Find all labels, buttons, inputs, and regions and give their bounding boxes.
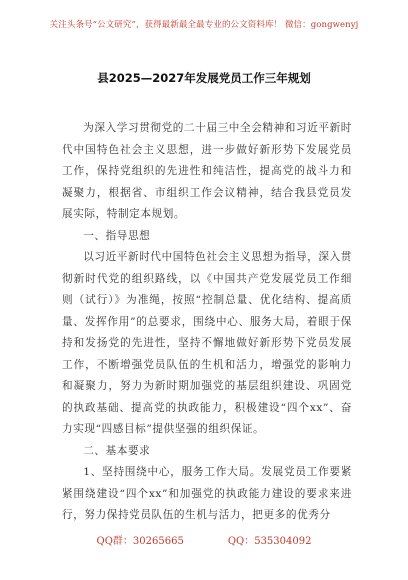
section-heading-basic-requirements: 二、基本要求 [83, 444, 151, 457]
document-body [62, 118, 352, 527]
footer-contacts [0, 532, 408, 547]
guiding-ideology-paragraph: 以习近平新时代中国特色社会主义思想为指导，深入贯彻新时代党的组织路线，以《中国共产党发展党员工作细则（试行）》为准绳，按照“控制总量、优化结构、提高质量、发挥作用”的总要求，围绕中心、服务大局，着眼于保持和发扬党的先进性，坚持不懈地做好新形势下党员发展工作，不断增强党员队伍的生机和活力，增强党的影响力和凝聚力，努力为新时期加强党的基层组织建设、巩固党的执政基础、提高党的执政能力，积极建设“四个xx”、奋力实现“四感目标”提供坚强的组织保证。 [62, 251, 352, 435]
footer-qq: QQ：535304092 [227, 536, 312, 547]
header-note: 关注头条号“公文研究”，获得最新最全最专业的公文资料库！ 微信：gongwenyj [49, 20, 359, 30]
intro-paragraph: 为深入学习贯彻党的二十届三中全会精神和习近平新时代中国特色社会主义思想，进一步做好新形势下发展党员工作，保持党组织的先进性和纯洁性，提高党的战斗力和凝聚力，根据省、市组织工作会议精神，结合我县党员发展实际，特制定本规划。 [62, 122, 352, 220]
document-title: 县2025—2027年发展党员工作三年规划 [97, 71, 311, 85]
footer-qq-group: QQ群：30265665 [96, 536, 184, 547]
section-heading-guiding-ideology: 一、指导思想 [83, 229, 151, 242]
basic-requirements-paragraph: 1、坚持围绕中心，服务工作大局。发展党员工作要紧紧围绕建设“四个xx”和加强党的执政能力建设的要求来进行，努力保持党员队伍的生机与活力，把更多的优秀分 [62, 466, 352, 521]
